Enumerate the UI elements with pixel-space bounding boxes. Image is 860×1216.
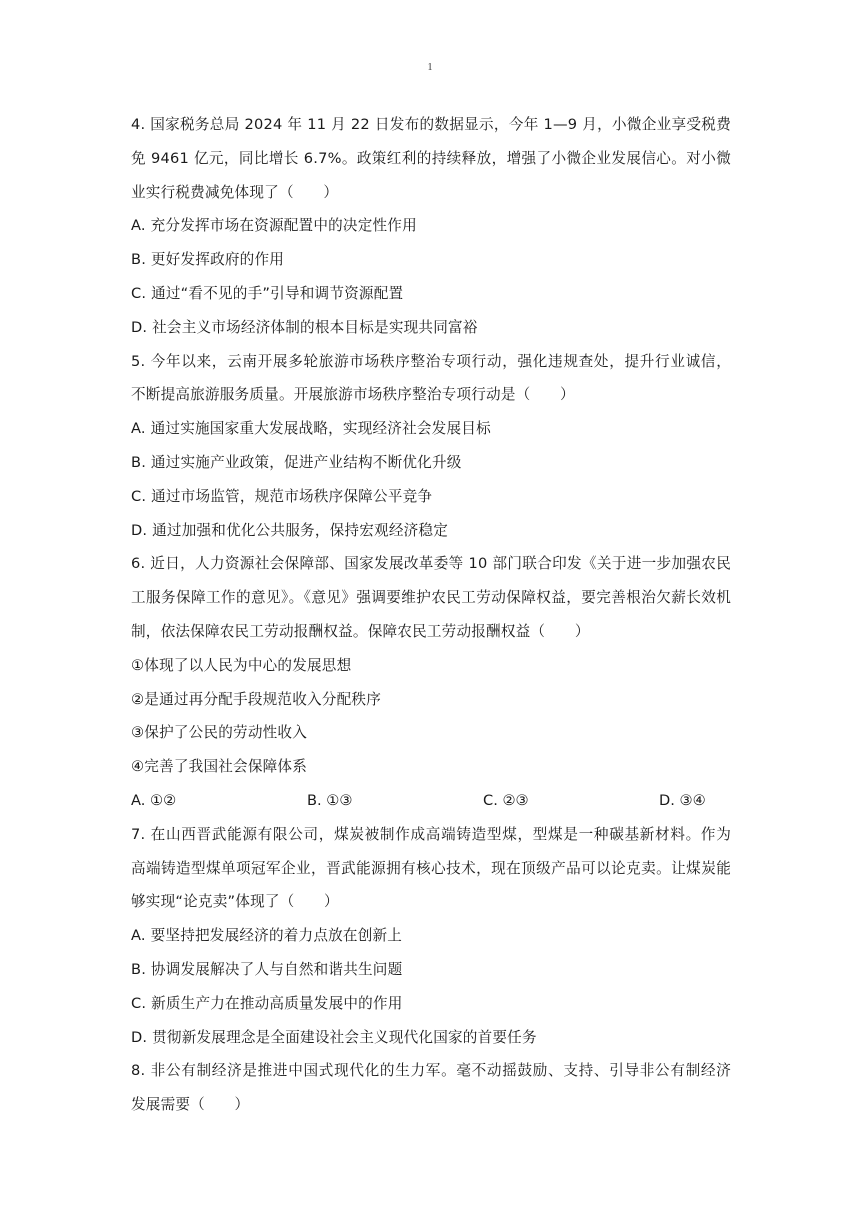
question-6-statement-1: ①体现了以人民为中心的发展思想 xyxy=(131,656,352,674)
question-6-stem-line-1: 6. 近日，人力资源社会保障部、国家发展改革委等 10 部门联合印发《关于进一步加强农民 xyxy=(131,555,731,573)
question-4-stem-line-2: 免 9461 亿元，同比增长 6.7%。政策红利的持续释放，增强了小微企业发展信心。对小微 xyxy=(131,149,731,167)
question-7-option-d: D. 贯彻新发展理念是全面建设社会主义现代化国家的首要任务 xyxy=(131,1028,537,1046)
question-5 xyxy=(131,345,731,548)
question-6-statement-3: ③保护了公民的劳动性收入 xyxy=(131,724,308,742)
question-4-option-b: B. 更好发挥政府的作用 xyxy=(131,251,285,269)
question-4-stem-line-3: 业实行税费减免体现了（ ） xyxy=(131,183,339,201)
question-6-options xyxy=(131,784,731,818)
question-8 xyxy=(131,1054,731,1122)
question-7-stem-line-3: 够实现“论克卖”体现了（ ） xyxy=(131,893,339,911)
question-6-stem-line-3: 制，依法保障农民工劳动报酬权益。保障农民工劳动报酬权益（ ） xyxy=(131,622,590,640)
question-6 xyxy=(131,547,731,817)
question-5-option-a: A. 通过实施国家重大发展战略，实现经济社会发展目标 xyxy=(131,420,491,438)
question-7-option-b: B. 协调发展解决了人与自然和谐共生问题 xyxy=(131,960,403,978)
question-5-stem-line-2: 不断提高旅游服务质量。开展旅游市场秩序整治专项行动是（ ） xyxy=(131,386,575,404)
question-4 xyxy=(131,108,731,345)
question-6-option-a: A. ①② xyxy=(131,791,177,809)
question-6-option-d: D. ③④ xyxy=(659,791,706,809)
question-6-statement-2: ②是通过再分配手段规范收入分配秩序 xyxy=(131,690,381,708)
question-5-option-b: B. 通过实施产业政策，促进产业结构不断优化升级 xyxy=(131,453,462,471)
question-7-stem-line-1: 7. 在山西晋武能源有限公司，煤炭被制作成高端铸造型煤，型煤是一种碳基新材料。作为 xyxy=(131,825,731,843)
question-4-option-d: D. 社会主义市场经济体制的根本目标是实现共同富裕 xyxy=(131,318,478,336)
question-4-stem-line-1: 4. 国家税务总局 2024 年 11 月 22 日发布的数据显示，今年 1—9 月，小微企业享受税费 xyxy=(131,116,731,133)
question-8-stem-line-2: 发展需要（ ） xyxy=(131,1096,250,1114)
question-4-option-c: C. 通过“看不见的手”引导和调节资源配置 xyxy=(131,284,404,302)
question-7 xyxy=(131,818,731,1055)
question-4-option-a: A. 充分发挥市场在资源配置中的决定性作用 xyxy=(131,217,417,235)
question-7-option-a: A. 要坚持把发展经济的着力点放在创新上 xyxy=(131,927,403,945)
question-6-option-c: C. ②③ xyxy=(483,791,529,809)
question-6-stem-line-2: 工服务保障工作的意见》。《意见》强调要维护农民工劳动保障权益，要完善根治欠薪长效机 xyxy=(131,589,731,607)
page-number: 1 xyxy=(427,62,433,73)
question-6-option-b: B. ①③ xyxy=(307,791,353,809)
question-5-stem-line-1: 5. 今年以来，云南开展多轮旅游市场秩序整治专项行动，强化违规查处，提升行业诚信， xyxy=(131,352,731,370)
question-7-option-c: C. 新质生产力在推动高质量发展中的作用 xyxy=(131,994,403,1012)
question-5-option-d: D. 通过加强和优化公共服务，保持宏观经济稳定 xyxy=(131,521,448,539)
question-6-statement-4: ④完善了我国社会保障体系 xyxy=(131,758,308,776)
question-8-stem-line-1: 8. 非公有制经济是推进中国式现代化的生力军。毫不动摇鼓励、支持、引导非公有制经济 xyxy=(131,1062,731,1080)
question-7-stem-line-2: 高端铸造型煤单项冠军企业，晋武能源拥有核心技术，现在顶级产品可以论克卖。让煤炭能 xyxy=(131,859,731,877)
document-body xyxy=(131,108,731,1122)
question-5-option-c: C. 通过市场监管，规范市场秩序保障公平竞争 xyxy=(131,487,433,505)
